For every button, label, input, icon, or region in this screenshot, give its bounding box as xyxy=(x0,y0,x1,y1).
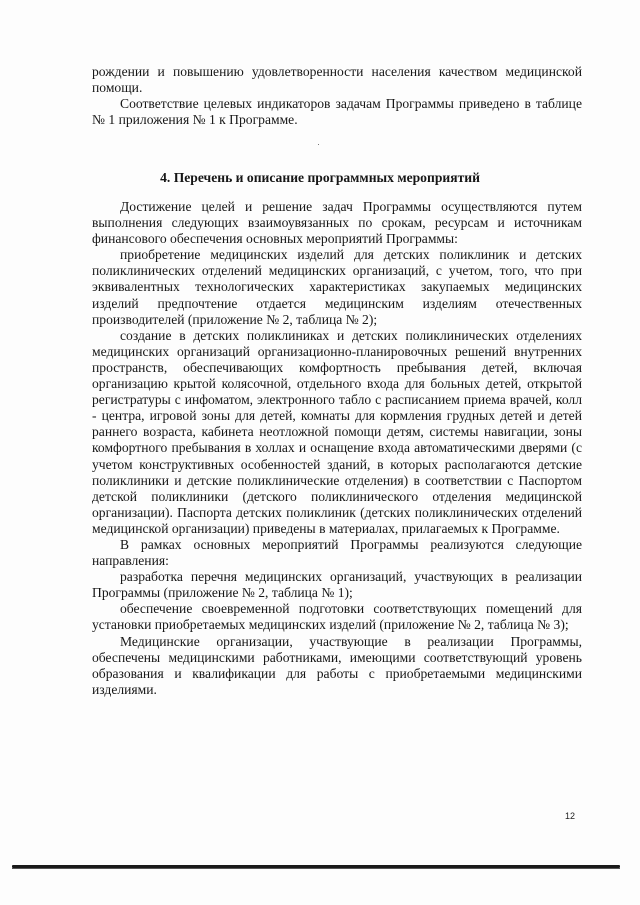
scan-speck xyxy=(318,144,319,145)
intro-text xyxy=(92,64,582,128)
body-paragraph-3: создание в детских поликлиниках и детских поликлинических отделениях медицинских организаций организационно-планировочных решений внутренних пространств, обеспечивающих комфортность пребывания детей, включая организацию крытой колясочной, отдельного входа для больных детей, открытой регистратуры с инфоматом, электронного табло с расписанием приема врачей, колл - центра, игровой зоны для детей, комнаты для кормления грудных детей и детей раннего возраста, кабинета неотложной помощи детям, системы навигации, зоны комфортного пребывания в холлах и оснащение входа автоматическими дверями (с учетом конструктивных особенностей зданий, в которых располагаются детские поликлиники и детские поликлинические отделения) в соответствии с Паспортом детской поликлиники (детского поликлинического отделения медицинской организации). Паспорта детских поликлиник (детских поликлинических отделений медицинской организации) приведены в материалах, прилагаемых к Программе. xyxy=(92,327,582,536)
intro-paragraph-2: Соответствие целевых индикаторов задачам Программы приведено в таблице № 1 приложения № 1 к Программе. xyxy=(92,96,582,128)
intro-paragraph-1: рождении и повышению удовлетворенности населения качеством медицинской помощи. xyxy=(92,64,582,96)
section-body xyxy=(92,199,582,698)
page-number: 12 xyxy=(565,811,576,821)
footer-rule-shadow xyxy=(12,868,620,869)
body-paragraph-4: В рамках основных мероприятий Программы реализуются следующие направления: xyxy=(92,536,582,569)
body-paragraph-7: Медицинские организации, участвующие в реализации Программы, обеспечены медицинскими работниками, имеющими соответствующий уровень образования и квалификации для работы с приобретаемыми медицинскими изделиями. xyxy=(92,633,582,697)
body-paragraph-1: Достижение целей и решение задач Программы осуществляются путем выполнения следующих взаимоувязанных по срокам, ресурсам и источникам финансового обеспечения основных мероприятий Программы: xyxy=(92,199,582,247)
body-paragraph-6: обеспечение своевременной подготовки соответствующих помещений для установки приобретаемых медицинских изделий (приложение № 2, таблица № 3); xyxy=(92,601,582,633)
body-paragraph-2: приобретение медицинских изделий для детских поликлиник и детских поликлинических отделений медицинских организаций, с учетом, того, что при эквивалентных технологических характеристиках закупаемых медицинских изделий предпочтение отдается медицинским изделиям отечественных производителей (приложение № 2, таблица № 2); xyxy=(92,247,582,327)
section-heading: 4. Перечень и описание программных мероприятий xyxy=(160,170,480,185)
body-paragraph-5: разработка перечня медицинских организаций, участвующих в реализации Программы (приложение № 2, таблица № 1); xyxy=(92,569,582,601)
